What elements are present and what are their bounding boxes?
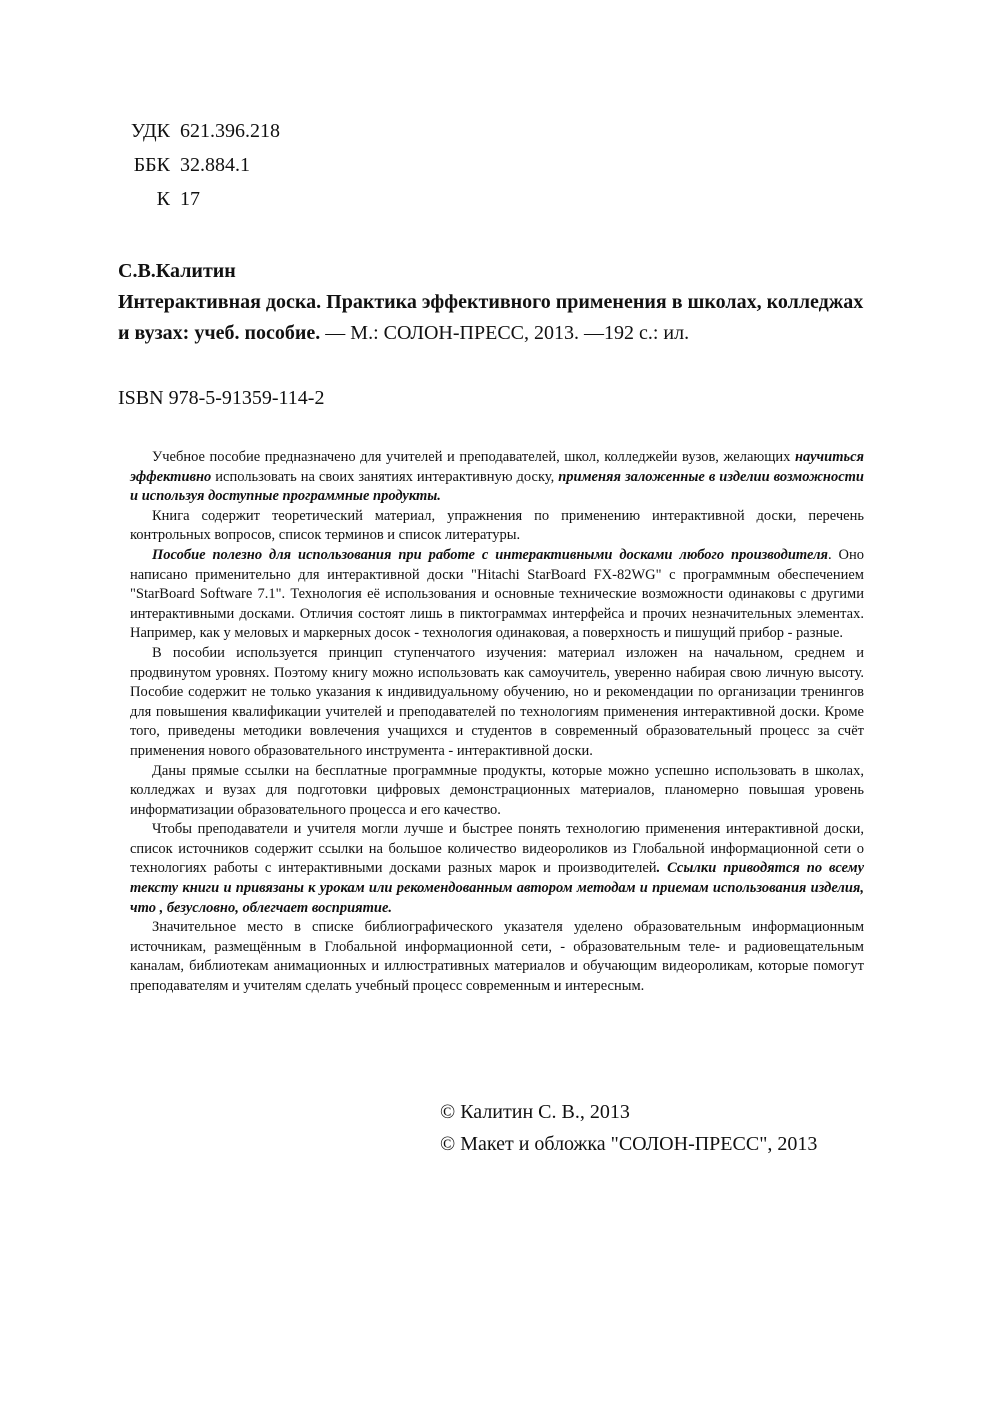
annotation-span: Значительное место в списке библиографического указателя уделено образовательным информационным источникам, размещённым в Глобальной информационной сети, - образовательным теле- и радиовещательным каналам, библиотекам анимационных и иллюстративных материалов и обучающим видеороликам, которые помогут преподавателям и учителям сделать учебный процесс современным и интересным. (130, 919, 864, 995)
copyright-block (440, 1098, 817, 1162)
annotation-emphasis: применяя заложенные в изделии возможности и используя доступные программные продукты. (130, 468, 864, 505)
annotation-span: . Оно написано применительно для интерактивной доски "Hitachi StarBoard FX-82WG" с программным обеспечением "StarBoard Software 7.1". Технология её использования и основные технические возможности одинаковы с другими интерактивными досками. Отличия состоят лишь в пиктограммах интерфейса и прочих незначительных элементах. Например, как у меловых и маркерных досок - технология одинаковая, а поверхность и пишущий прибор - разные. (130, 546, 864, 642)
annotation-paragraph (130, 448, 864, 507)
author-mark-label: К (156, 188, 170, 210)
annotation-emphasis: научиться эффективно (130, 449, 864, 485)
author-name: С.В.Калитин (118, 260, 236, 282)
annotation-span: Книга содержит теоретический материал, упражнения по применению интерактивной доски, перечень контрольных вопросов, список терминов и список литературы. (130, 507, 864, 544)
copyright-author: © Калитин С. В., 2013 (440, 1101, 630, 1123)
annotation-span: использовать на своих занятиях интерактивную доску, (211, 468, 559, 485)
annotation-paragraph (130, 507, 864, 546)
annotation-span: В пособии используется принцип ступенчатого изучения: материал изложен на начальном, среднем и продвинутом уровнях. Поэтому книгу можно использовать как самоучитель, уверенно набирая свою личную высоту. Пособие содержит не только указания к индивидуальному обучению, но и рекомендации по организации тренингов для повышения квалификации учителей и преподавателей по технологиям применения интерактивной доски. Кроме того, приведены методики вовлечения учащихся и студентов в современный образовательный процесс за счёт применения нового образовательного инструмента - интерактивной доски. (130, 644, 864, 759)
author-mark-value: 17 (180, 188, 200, 210)
annotation-paragraph (130, 644, 864, 762)
udc-row (118, 117, 280, 151)
annotation-span: Учебное пособие предназначено для учителей и преподавателей, школ, колледжейи вузов, желающих (152, 449, 795, 465)
bbk-label: ББК (133, 154, 170, 176)
annotation-emphasis: . Ссылки приводятся по всему тексту книги и привязаны к урокам или рекомендованным автором методам и приемам использования изделия, что , безусловно, облегчает восприятие. (130, 860, 865, 916)
annotation-paragraph (130, 820, 864, 918)
udc-value: 621.396.218 (180, 120, 280, 142)
bbk-row (118, 151, 280, 185)
annotation-emphasis: Пособие полезно для использования при работе с интерактивными досками любого производителя (152, 546, 828, 563)
book-title: Интерактивная доска. Практика эффективного применения в школах, колледжах и вузах: учеб. пособие. (118, 291, 864, 344)
bibliographic-description (118, 287, 873, 349)
bbk-value: 32.884.1 (180, 154, 250, 176)
annotation-paragraph (130, 762, 864, 821)
annotation-span: Даны прямые ссылки на бесплатные программные продукты, которые можно успешно использовать в школах, колледжах и вузах для подготовки цифровых демонстрационных материалов, планомерно повышая уровень информатизации образовательного процесса и его качество. (130, 762, 864, 818)
publication-imprint: — М.: СОЛОН-ПРЕСС, 2013. —192 с.: ил. (320, 322, 690, 344)
annotation-paragraph (130, 918, 864, 996)
isbn: ISBN 978-5-91359-114-2 (118, 387, 325, 409)
classification-codes (118, 117, 280, 219)
copyright-publisher: © Макет и обложка "СОЛОН-ПРЕСС", 2013 (440, 1133, 818, 1155)
annotation-paragraph (130, 546, 864, 644)
annotation-span: Чтобы преподаватели и учителя могли лучше и быстрее понять технологию применения интерактивной доски, список источников содержит ссылки на большое количество видеороликов из Глобальной информационной сети о технологиях работы с интерактивными досками разных марок и производителей (130, 821, 864, 877)
author-mark-row (118, 185, 280, 219)
annotation-text (130, 448, 864, 997)
udc-label: УДК (130, 120, 170, 142)
